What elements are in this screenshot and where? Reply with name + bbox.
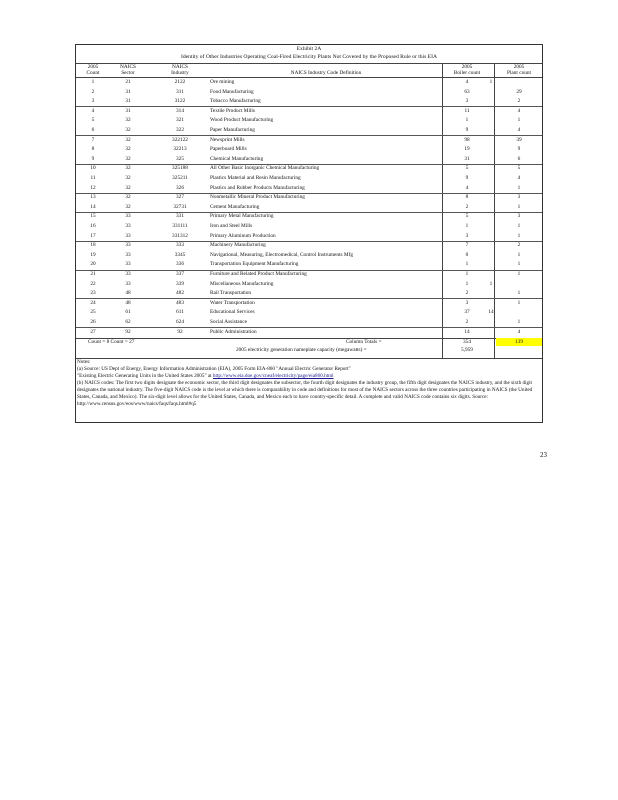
row-group-separator — [76, 135, 542, 136]
row-25-extra: 14 — [488, 309, 494, 316]
header-plant: Plant count — [507, 70, 531, 76]
row-12-plant: 1 — [517, 184, 521, 191]
header-boiler: Boiler count — [453, 70, 481, 76]
row-3-plant: 2 — [517, 98, 521, 105]
row-3-definition: Tobacco Manufacturing — [210, 98, 261, 105]
row-5-count: 5 — [91, 117, 95, 124]
capacity-label: 2005 electricity generation nameplate capacity (megawatts) = — [236, 347, 367, 353]
row-10-plant: 5 — [517, 165, 521, 172]
row-11-industry: 325211 — [172, 175, 188, 181]
row-23-industry: 482 — [176, 290, 184, 297]
row-26-boiler: 2 — [465, 319, 469, 325]
row-25-boiler: 37 — [464, 309, 470, 316]
boiler-total: 354 — [463, 339, 471, 345]
row-7-count: 7 — [91, 136, 95, 143]
note-a-text: "Existing Electric Generating Units in the United States 2005" at — [77, 373, 213, 379]
row-17-count: 17 — [90, 232, 96, 239]
row-11-count: 11 — [90, 175, 96, 181]
row-3-count: 3 — [91, 98, 95, 105]
row-2-boiler: 63 — [464, 88, 470, 95]
row-24-sector: 48 — [125, 299, 131, 306]
row-26-plant: 1 — [517, 319, 521, 325]
row-15-definition: Primary Metal Manufacturing — [210, 213, 274, 220]
row-6-count: 6 — [91, 127, 95, 133]
capacity-value: 5,959 — [461, 347, 473, 353]
row-group-separator — [76, 106, 542, 107]
row-14-industry: 32731 — [173, 203, 187, 210]
row-20-boiler: 1 — [465, 261, 469, 268]
row-22-sector: 33 — [125, 280, 131, 287]
row-2-industry: 311 — [176, 88, 184, 95]
column-totals-label: Column Totals = — [346, 339, 382, 345]
row-8-definition: Paperboard Mills — [210, 146, 247, 153]
row-24-industry: 483 — [176, 299, 184, 306]
row-17-definition: Primary Aluminum Production — [210, 232, 276, 239]
row-24-definition: Water Transportation — [210, 299, 255, 306]
row-6-industry: 322 — [176, 127, 184, 133]
row-5-sector: 32 — [125, 117, 131, 124]
row-20-definition: Transportation Equipment Manufacturing — [210, 261, 299, 268]
row-24-boiler: 3 — [465, 299, 469, 306]
row-5-definition: Wood Product Manufacturing — [210, 117, 274, 124]
row-2-definition: Food Manufacturing — [210, 88, 254, 95]
row-5-industry: 321 — [176, 117, 184, 124]
row-21-definition: Furniture and Related Product Manufacturing — [210, 271, 307, 277]
row-2-plant: 29 — [516, 88, 522, 95]
row-21-count: 21 — [90, 271, 96, 277]
row-group-separator — [76, 327, 542, 328]
row-21-industry: 337 — [176, 271, 184, 277]
row-27-boiler: 14 — [464, 328, 470, 335]
row-15-plant: 3 — [517, 213, 521, 220]
header-count-year: 2005 — [87, 64, 99, 70]
row-26-definition: Social Assistance — [210, 319, 247, 325]
row-25-sector: 61 — [125, 309, 131, 316]
row-15-sector: 33 — [125, 213, 131, 220]
row-7-plant: 39 — [516, 136, 522, 143]
row-9-count: 9 — [91, 155, 95, 162]
row-10-boiler: 5 — [465, 165, 469, 172]
row-13-sector: 32 — [125, 194, 131, 201]
row-26-sector: 62 — [125, 319, 131, 325]
row-19-plant: 1 — [517, 251, 521, 258]
row-1-count: 1 — [91, 79, 95, 85]
row-23-sector: 48 — [125, 290, 131, 297]
row-1-boiler: 4 — [465, 79, 469, 85]
row-25-count: 25 — [90, 309, 96, 316]
row-16-plant: 1 — [517, 223, 521, 229]
row-20-count: 20 — [90, 261, 96, 268]
row-25-industry: 611 — [176, 309, 184, 316]
row-13-count: 13 — [90, 194, 96, 201]
row-4-plant: 4 — [517, 107, 521, 114]
row-16-industry: 331111 — [172, 223, 188, 229]
note-a-source-line2 — [77, 373, 541, 380]
row-17-plant: 1 — [517, 232, 521, 239]
row-17-sector: 33 — [125, 232, 131, 239]
row-group-separator — [76, 298, 542, 299]
row-2-count: 2 — [91, 88, 95, 95]
row-23-boiler: 2 — [465, 290, 469, 297]
exhibit-subtitle: Identity of Other Industries Operating Coal-Fired Electricity Plants Not Covered by the Proposed Rule or this EIA — [180, 54, 438, 60]
row-8-plant: 9 — [517, 146, 521, 153]
row-1-industry: 2122 — [174, 79, 186, 85]
row-14-definition: Cement Manufacturing — [210, 203, 260, 210]
row-13-plant: 3 — [517, 194, 521, 201]
header-industry-top: NAICS — [172, 64, 188, 70]
row-7-definition: Newsprint Mills — [210, 136, 245, 143]
row-16-sector: 33 — [125, 223, 131, 229]
row-12-definition: Plastics and Rubber Products Manufacturing — [210, 184, 305, 191]
row-24-plant: 1 — [517, 299, 521, 306]
row-15-count: 15 — [90, 213, 96, 220]
header-count: Count — [86, 70, 100, 76]
plant-total: 139 — [515, 339, 523, 345]
row-11-definition: Plastics Material and Resin Manufacturing — [210, 175, 301, 181]
row-22-industry: 339 — [176, 280, 184, 287]
exhibit-title: Exhibit 2A — [296, 46, 322, 52]
row-4-definition: Textile Product Mills — [210, 107, 255, 114]
header-definition: NAICS Industry Code Definition — [290, 70, 362, 76]
row-18-definition: Machinery Manufacturing — [210, 242, 266, 249]
row-23-plant: 1 — [517, 290, 521, 297]
row-23-definition: Rail Transportation — [210, 290, 252, 297]
row-10-count: 10 — [90, 165, 96, 172]
row-4-count: 4 — [91, 107, 95, 114]
row-18-sector: 33 — [125, 242, 131, 249]
exhibit-table — [75, 44, 543, 423]
row-27-count: 27 — [90, 328, 96, 335]
row-15-boiler: 5 — [465, 213, 469, 220]
row-21-sector: 33 — [125, 271, 131, 277]
row-18-boiler: 7 — [465, 242, 469, 249]
row-8-count: 8 — [91, 146, 95, 153]
row-group-separator — [76, 164, 542, 165]
row-18-count: 18 — [90, 242, 96, 249]
row-17-industry: 331312 — [172, 232, 188, 239]
row-27-plant: 4 — [517, 328, 521, 335]
row-24-count: 24 — [90, 299, 96, 306]
row-19-definition: Navigational, Measuring, Electromedical, Control Instruments Mfg — [210, 251, 353, 258]
row-9-definition: Chemical Manufacturing — [210, 155, 264, 162]
row-1-extra: 1 — [489, 79, 493, 85]
page-number: 23 — [540, 451, 547, 459]
notes-heading: Notes: — [77, 359, 91, 365]
row-13-boiler: 8 — [465, 194, 469, 201]
header-boiler-year: 2005 — [461, 64, 473, 70]
row-group-separator — [76, 270, 542, 271]
row-7-sector: 32 — [125, 136, 131, 143]
row-21-plant: 1 — [517, 271, 521, 277]
row-10-definition: All Other Basic Inorganic Chemical Manufacturing — [210, 165, 320, 172]
row-group-separator — [76, 241, 542, 242]
note-a-source: (a) Source: US Dept of Energy, Energy Information Administration (EIA), 2005 Form EIA-860 "Annual Electric Generator Report" — [77, 366, 351, 372]
row-6-boiler: 9 — [465, 127, 469, 133]
row-27-definition: Public Administration — [210, 328, 257, 335]
row-22-definition: Miscellaneous Manufacturing — [210, 280, 274, 287]
header-plant-year: 2005 — [513, 64, 525, 70]
row-20-industry: 336 — [176, 261, 184, 268]
row-25-definition: Educational Services — [210, 309, 255, 316]
row-13-definition: Nonmetallic Mineral Product Manufacturing — [210, 194, 305, 201]
row-14-count: 14 — [90, 203, 96, 210]
row-27-sector: 92 — [125, 328, 131, 335]
header-sector-top: NAICS — [120, 64, 136, 70]
row-10-sector: 32 — [125, 165, 131, 172]
row-11-sector: 32 — [125, 175, 131, 181]
row-3-boiler: 3 — [465, 98, 469, 105]
row-6-plant: 4 — [517, 127, 521, 133]
row-26-count: 26 — [90, 319, 96, 325]
row-group-separator — [76, 193, 542, 194]
row-13-industry: 327 — [176, 194, 184, 201]
row-group-separator — [76, 212, 542, 213]
row-4-industry: 314 — [176, 107, 184, 114]
row-7-boiler: 98 — [464, 136, 470, 143]
row-9-industry: 325 — [176, 155, 184, 162]
row-19-count: 19 — [90, 251, 96, 258]
row-12-boiler: 4 — [465, 184, 469, 191]
row-14-sector: 32 — [125, 203, 131, 210]
row-17-boiler: 3 — [465, 232, 469, 239]
row-12-count: 12 — [90, 184, 96, 191]
row-1-sector: 21 — [125, 79, 131, 85]
row-15-industry: 331 — [176, 213, 184, 220]
row-27-industry: 92 — [177, 328, 183, 335]
row-9-plant: 6 — [517, 155, 521, 162]
header-industry: Industry — [171, 70, 189, 76]
row-22-extra: 1 — [489, 280, 493, 287]
row-11-boiler: 9 — [465, 175, 469, 181]
row-18-industry: 333 — [176, 242, 184, 249]
row-1-definition: Ore mining — [210, 79, 235, 85]
row-20-plant: 1 — [517, 261, 521, 268]
row-23-count: 23 — [90, 290, 96, 297]
row-22-boiler: 1 — [465, 280, 469, 287]
row-18-plant: 2 — [517, 242, 521, 249]
row-14-boiler: 2 — [465, 203, 469, 210]
row-20-sector: 33 — [125, 261, 131, 268]
row-5-boiler: 1 — [465, 117, 469, 124]
row-19-industry: 3345 — [174, 251, 186, 258]
row-11-plant: 4 — [517, 175, 521, 181]
row-9-sector: 32 — [125, 155, 131, 162]
row-16-boiler: 1 — [465, 223, 469, 229]
row-3-industry: 3122 — [174, 98, 186, 105]
row-4-sector: 31 — [125, 107, 131, 114]
count-summary: Count = 8 Count = 27 — [88, 339, 135, 345]
row-9-boiler: 31 — [464, 155, 470, 162]
eia-source-link[interactable]: http://www.eia.doe.gov/cneaf/electricity/page/eia860.html — [212, 373, 334, 379]
row-8-boiler: 19 — [464, 146, 470, 153]
row-12-sector: 32 — [125, 184, 131, 191]
note-b-naics: (b) NAICS codes: The first two digits designate the economic sector, the third digit designates the subsector, the fourth digit designates the industry group, the fifth digit designates the NAICS industry, and the sixth digit designates the national industry. The five-digit NAICS code is the level at which there is comparability in code and definitions for most of the NAICS sectors across the three countries participating in NAICS (the United States, Canada, and Mexico). The six-digit level allows for the United States, Canada, and Mexico each to have country-specific detail. A complete and valid NAICS code contains six digits. Source: http://www.census.gov/eos/www/naics/faqs/faqs.html#q5 — [77, 380, 533, 407]
row-16-count: 16 — [90, 223, 96, 229]
row-16-definition: Iron and Steel Mills — [210, 223, 253, 229]
row-22-count: 22 — [90, 280, 96, 287]
row-6-sector: 32 — [125, 127, 131, 133]
row-19-boiler: 0 — [465, 251, 469, 258]
row-21-boiler: 1 — [465, 271, 469, 277]
row-10-industry: 325188 — [172, 165, 188, 172]
header-sector: Sector — [121, 70, 135, 76]
row-6-definition: Paper Manufacturing — [210, 127, 255, 133]
row-8-sector: 32 — [125, 146, 131, 153]
row-5-plant: 1 — [517, 117, 521, 124]
header-rule-bottom — [76, 77, 542, 78]
row-2-sector: 31 — [125, 88, 131, 95]
row-19-sector: 33 — [125, 251, 131, 258]
row-8-industry: 32213 — [173, 146, 187, 153]
row-26-industry: 624 — [176, 319, 184, 325]
row-3-sector: 31 — [125, 98, 131, 105]
row-12-industry: 326 — [176, 184, 184, 191]
row-7-industry: 322122 — [172, 136, 188, 143]
row-14-plant: 1 — [517, 203, 521, 210]
row-4-boiler: 11 — [464, 107, 470, 114]
